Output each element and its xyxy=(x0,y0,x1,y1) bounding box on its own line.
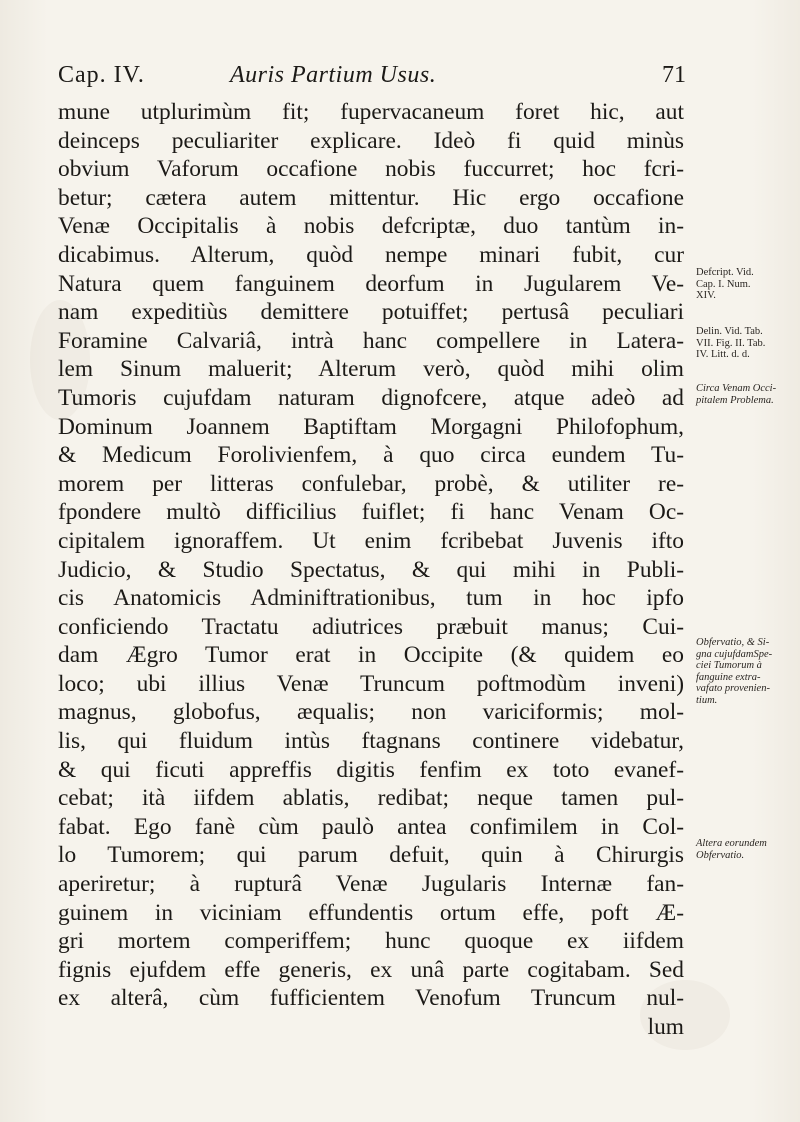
main-text xyxy=(58,98,684,1042)
margin-note-line: VII. Fig. II. Tab. xyxy=(696,337,766,349)
catchword: lum xyxy=(647,1014,684,1040)
text-line: & qui ficuti appreffis digitis fenfim ex toto evanef- xyxy=(58,756,684,783)
margin-note-line: Obfervatio. xyxy=(696,849,745,861)
margin-note-line: Delin. Vid. Tab. xyxy=(696,326,763,337)
margin-note-line: fanguine extra- xyxy=(696,671,761,683)
text-line: cebat; ità iifdem ablatis, redibat; neque tamen pul- xyxy=(58,785,684,812)
text-line: cis Anatomicis Adminiftrationibus, tum in hoc ipfo xyxy=(58,585,684,612)
text-line: guinem in viciniam effundentis ortum effe, poft Æ- xyxy=(58,899,684,926)
text-line: loco; ubi illius Venæ Truncum poftmodùm inveni) xyxy=(58,670,684,697)
text-line: betur; cætera autem mittentur. Hic ergo occafione xyxy=(58,184,684,211)
text-line: fpondere multò difficilius fuiflet; fi hanc Venam Oc- xyxy=(58,499,684,526)
text-line: nam expeditiùs demittere potuiffet; pertusâ peculiari xyxy=(58,299,684,326)
margin-note-line: Altera eorundem xyxy=(696,838,767,849)
text-line: Tumoris cujufdam naturam dignofcere, atque adeò ad xyxy=(58,384,684,411)
margin-note-line: gna cujufdamSpe- xyxy=(696,648,773,660)
text-line: aperiretur; à rupturâ Venæ Jugularis Internæ fan- xyxy=(58,871,684,898)
text-line: Foramine Calvariâ, intrà hanc compellere in Latera- xyxy=(58,327,684,354)
text-line: cipitalem ignoraffem. Ut enim fcribebat Juvenis ifto xyxy=(58,527,684,554)
page-number: 71 xyxy=(662,62,686,88)
text-line: conficiendo Tractatu adiutrices præbuit manus; Cui- xyxy=(58,613,684,640)
text-line: lo Tumorem; qui parum defuit, quin à Chirurgis xyxy=(58,842,684,869)
margin-note-line: Cap. I. Num. xyxy=(696,278,751,290)
text-line: ex alterâ, cùm fufficientem Venofum Truncum nul- xyxy=(58,985,684,1012)
text-line: Venæ Occipitalis à nobis defcriptæ, duo tantùm in- xyxy=(58,213,684,240)
text-line: fabat. Ego fanè cùm paulò antea confimilem in Col- xyxy=(58,813,684,840)
margin-note-description-ref xyxy=(696,267,788,302)
margin-note-plate-ref xyxy=(696,326,788,361)
margin-note-line: ciei Tumorum à xyxy=(696,660,762,671)
text-line: mune utplurimùm fit; fupervacaneum foret hic, aut xyxy=(58,99,684,125)
text-line: morem per litteras confulebar, probè, & utiliter re- xyxy=(58,470,684,497)
margin-note-second-observation xyxy=(696,838,788,861)
text-line: dam Ægro Tumor erat in Occipite (& quidem eo xyxy=(58,642,684,669)
margin-note-line: Defcript. Vid. xyxy=(696,267,754,278)
running-title: Auris Partium Usus. xyxy=(230,62,437,88)
margin-note-line: pitalem Problema. xyxy=(696,394,774,406)
margin-note-line: vafato provenien- xyxy=(696,683,770,694)
text-line: magnus, globofus, æqualis; non variciformis; mol- xyxy=(58,699,684,726)
text-line: gri mortem comperiffem; hunc quoque ex iifdem xyxy=(58,928,684,955)
margin-note-observation xyxy=(696,637,788,706)
text-line: lem Sinum maluerit; Alterum verò, quòd mihi olim xyxy=(58,356,684,383)
running-header xyxy=(58,62,686,94)
margin-note-line: Obfervatio, & Si- xyxy=(696,637,770,648)
text-line: obvium Vaforum occafione nobis fuccurret; hoc fcri- xyxy=(58,156,684,183)
text-line: lis, qui fluidum intùs ftagnans continere videbatur, xyxy=(58,728,684,755)
text-line: Dominum Joannem Baptiftam Morgagni Philofophum, xyxy=(58,413,684,440)
margin-note-line: Circa Venam Occi- xyxy=(696,383,777,394)
margin-note-line: IV. Litt. d. d. xyxy=(696,349,750,360)
margin-note-line: tium. xyxy=(696,694,718,706)
text-line: Judicio, & Studio Spectatus, & qui mihi in Publi- xyxy=(58,556,684,583)
text-line: dicabimus. Alterum, quòd nempe minari fubit, cur xyxy=(58,241,684,268)
text-line: fignis ejufdem effe generis, ex unâ parte cogitabam. Sed xyxy=(58,956,684,983)
margin-note-line: XIV. xyxy=(696,290,716,301)
text-line: Natura quem fanguinem deorfum in Jugularem Ve- xyxy=(58,270,684,297)
text-line: & Medicum Forolivienfem, à quo circa eundem Tu- xyxy=(58,442,684,469)
margin-note-problem xyxy=(696,383,788,406)
chapter-label: Cap. IV. xyxy=(58,62,145,88)
text-line: deinceps peculiariter explicare. Ideò fi quid minùs xyxy=(58,127,684,154)
